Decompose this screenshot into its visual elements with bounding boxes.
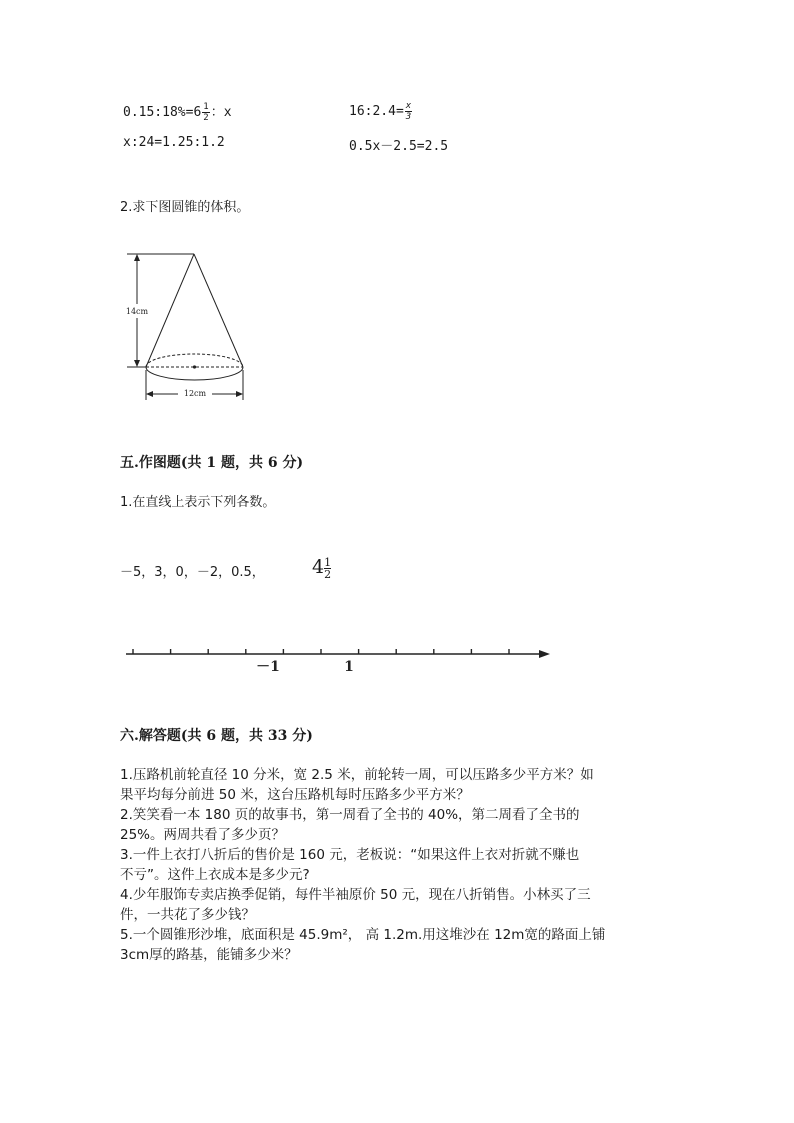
equation-1-left: 0.15:18%=6 bbox=[123, 105, 202, 120]
numbers-list bbox=[120, 561, 265, 580]
section-6-line: 不亏”。这件上衣成本是多少元? bbox=[120, 867, 310, 883]
axis-label-neg-one: －1 bbox=[256, 659, 280, 675]
question-cone-volume: 2.求下图圆锥的体积。 bbox=[120, 200, 250, 215]
section-6-line: 2.笑笑看一本 180 页的故事书，第一周看了全书的 40%，第二周看了全书的 bbox=[120, 807, 580, 823]
cone-right-side bbox=[194, 254, 243, 367]
axis-label-one: 1 bbox=[344, 659, 354, 675]
cone-center bbox=[193, 365, 196, 368]
height-arrow-bottom bbox=[134, 360, 140, 367]
numbers-text: －5，3，0，－2，0.5， bbox=[120, 565, 265, 580]
equation-3: x:24=1.25:1.2 bbox=[123, 135, 225, 150]
height-label: 14cm bbox=[125, 307, 149, 316]
equation-1 bbox=[123, 101, 232, 123]
equation-4: 0.5x－2.5=2.5 bbox=[349, 139, 449, 154]
section-6-line: 4.少年服饰专卖店换季促销，每件半袖原价 50 元，现在八折销售。小林买了三 bbox=[120, 887, 591, 903]
section-6-line: 3.一件上衣打八折后的售价是 160 元，老板说：“如果这件上衣对折就不赚也 bbox=[120, 847, 580, 863]
equation-2-fraction: $\frac{x}{3}$ bbox=[405, 101, 412, 122]
cone-base-back bbox=[146, 354, 243, 367]
section-6-line: 3cm厚的路基，能铺多少米？ bbox=[120, 947, 298, 963]
cone-base-front bbox=[146, 367, 243, 380]
equation-1-right: ：x bbox=[210, 105, 232, 120]
section-6-line: 5.一个圆锥形沙堆，底面积是 45.9m²， 高 1.2m.用这堆沙在 12m宽的路面上铺 bbox=[120, 927, 606, 943]
equation-2-left: 16:2.4= bbox=[349, 104, 404, 119]
section-5-question-1: 1.在直线上表示下列各数。 bbox=[120, 495, 276, 510]
height-arrow-top bbox=[134, 254, 140, 261]
section-5-heading: 五.作图题(共 1 题，共 6 分) bbox=[120, 455, 304, 471]
equation-1-fraction: $\frac{1}{2}$ bbox=[203, 102, 209, 123]
section-6-line: 25%。两周共看了多少页？ bbox=[120, 827, 286, 843]
diameter-label: 12cm bbox=[183, 389, 207, 398]
section-6-line: 1.压路机前轮直径 10 分米，宽 2.5 米，前轮转一周，可以压路多少平方米？如 bbox=[120, 767, 594, 783]
cone-diagram bbox=[118, 246, 253, 406]
section-6-line: 件，一共花了多少钱？ bbox=[120, 907, 255, 923]
number-line bbox=[120, 640, 560, 680]
section-6-line: 果平均每分前进 50 米，这台压路机每时压路多少平方米？ bbox=[120, 787, 470, 803]
section-6-body bbox=[120, 765, 605, 965]
number-line-arrow bbox=[539, 650, 550, 658]
mixed-number: 4 $\frac{1}{2}$ bbox=[312, 555, 332, 581]
section-6-heading: 六.解答题(共 6 题，共 33 分) bbox=[120, 728, 313, 744]
equation-2 bbox=[349, 101, 413, 122]
